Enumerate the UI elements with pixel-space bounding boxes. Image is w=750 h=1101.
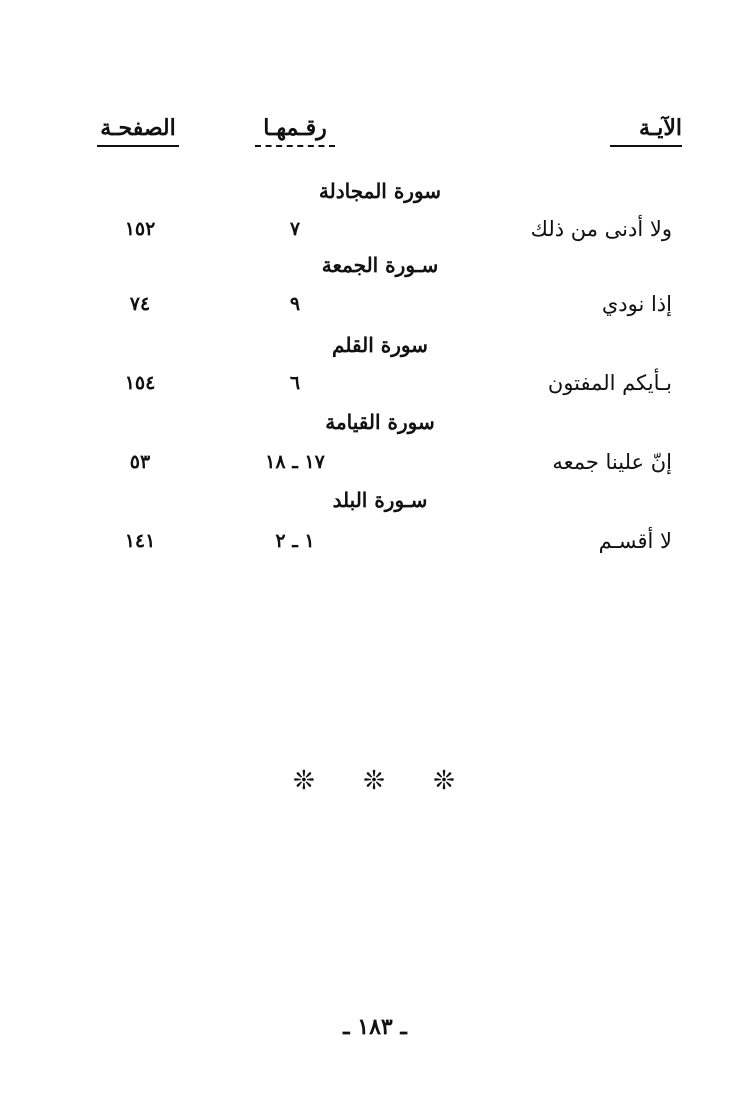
ornament-divider: [0, 766, 750, 796]
asterisk-ornament-icon: ❊: [433, 766, 457, 796]
surah-title: سورة القلم: [332, 333, 428, 357]
table-row: [0, 289, 750, 319]
surah-title: سـورة الجمعة: [321, 253, 439, 277]
ayah-number: ٦: [289, 372, 301, 394]
page-ref: ٧٤: [129, 293, 151, 315]
page-ref: ١٤١: [124, 530, 156, 552]
asterisk-ornament-icon: ❊: [363, 766, 387, 796]
ayah-text: لا أقسـم: [598, 529, 672, 553]
page-ref: ٥٣: [129, 451, 151, 473]
page-ref: ١٥٤: [124, 372, 156, 394]
ayah-text: ولا أدنى من ذلك: [530, 217, 672, 241]
surah-title: سـورة البلد: [332, 488, 428, 512]
ayah-number: ٩: [289, 293, 301, 315]
page-ref: ١٥٢: [124, 218, 156, 240]
page-number: ـ ١٨٣ ـ: [343, 1014, 407, 1040]
ayah-text: بـأيكم المفتون: [547, 371, 672, 395]
table-row: [0, 447, 750, 477]
ayah-text: إنّ علينا جمعه: [552, 450, 672, 474]
surah-title: سورة القيامة: [325, 410, 435, 434]
header-number: رقـمهـا: [255, 114, 335, 147]
header-page: الصفحـة: [97, 114, 179, 147]
table-row: [0, 526, 750, 556]
ayah-number: ١٧ ـ ١٨: [265, 451, 325, 473]
table-row: [0, 368, 750, 398]
surah-title: سورة المجادلة: [318, 179, 442, 203]
ayah-text: إذا نودي: [601, 292, 672, 316]
asterisk-ornament-icon: ❊: [293, 766, 317, 796]
ayah-number: ٧: [289, 218, 301, 240]
header-ayah: الآيـة: [610, 114, 682, 147]
ayah-number: ١ ـ ٢: [275, 530, 315, 552]
table-row: [0, 214, 750, 244]
